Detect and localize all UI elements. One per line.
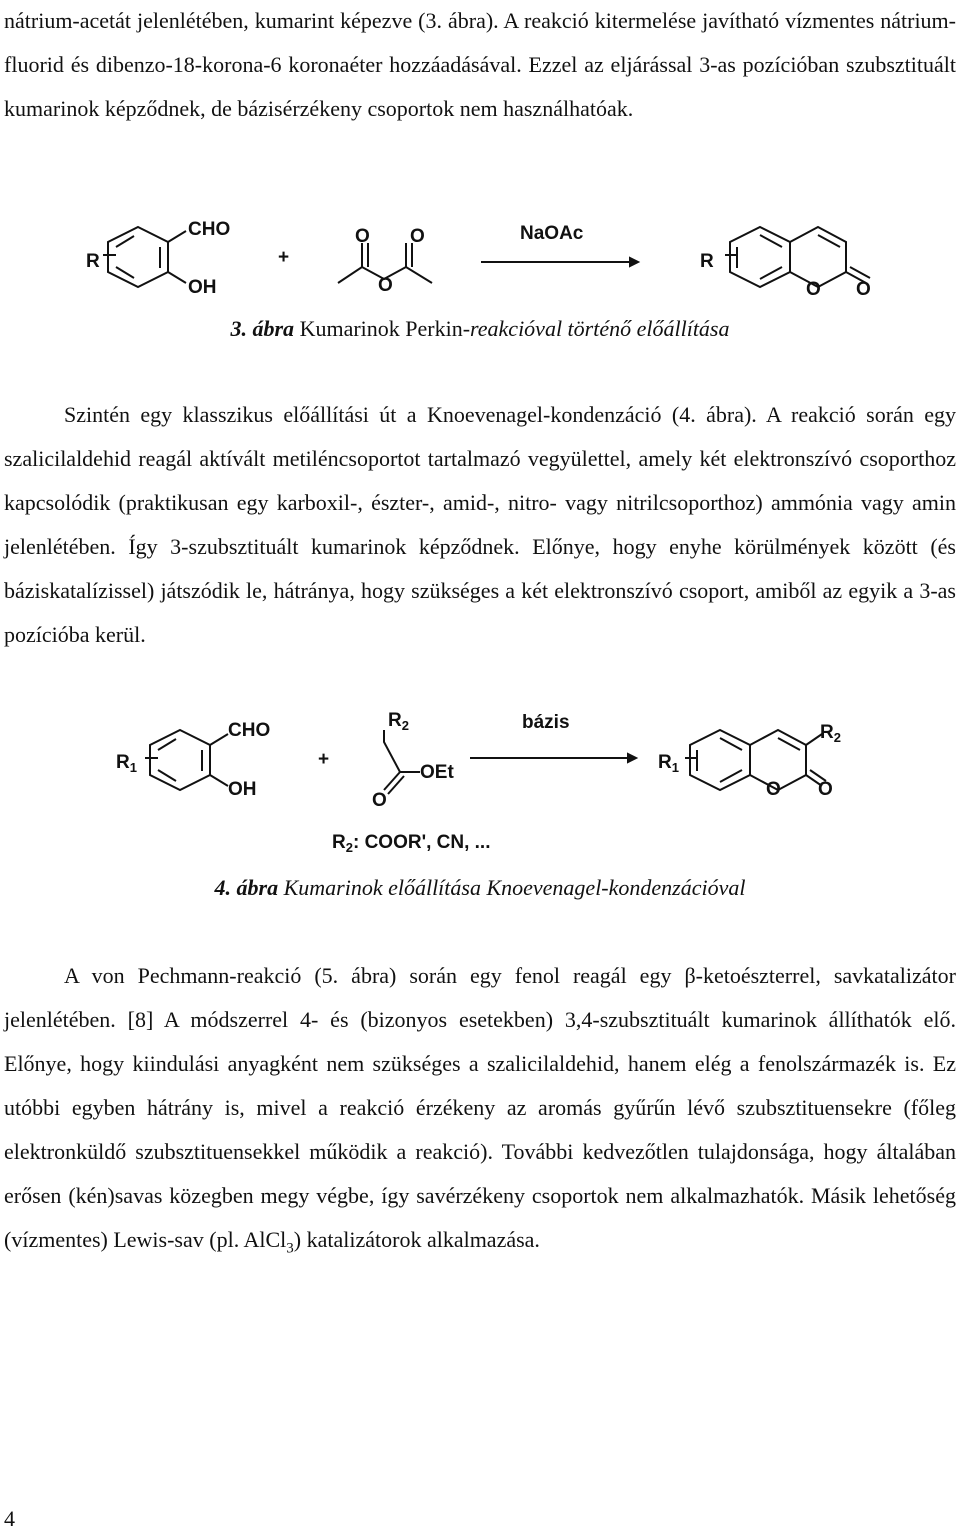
o-label: O: [806, 279, 821, 300]
figure-label: 4. ábra: [214, 875, 279, 900]
reagent-label: bázis: [522, 712, 570, 733]
r2-label: $R_2$: [388, 710, 409, 733]
paragraph-perkin-intro: nátrium-acetát jelenlétében, kumarint képezve (3. ábra). A reakció kitermelése javítható vízmentes nátrium-fluorid és dibenzo-18-korona-6 koronaéter hozzáadásával. Ezzel az eljárással 3-as pozícióban szubsztituált kumarinok képződnek, de bázisérzékeny csoportok nem használhatóak.: [4, 8, 956, 121]
o-label: O: [818, 779, 833, 800]
cho-label: CHO: [188, 219, 231, 240]
r-label: R: [700, 251, 714, 272]
r2-definition: $R_2$: COOR', CN, ...: [332, 832, 491, 855]
paragraph-knoevenagel: Szintén egy klasszikus előállítási út a Knoevenagel-kondenzáció (4. ábra). A reakció során egy szalicilaldehid reagál aktívált metiléncsoportot tartalmazó vegyülettel, amely két elektronszívó csoporthoz kapcsolódik (praktikusan egy karboxil-, észter-, amid-, nitro- vagy nitrilcsoporthoz) ammónia vagy amin jelenlétében. Így 3-szubsztituált kumarinok képződnek. Előnye, hogy enyhe körülmények között (és báziskatalízissel) játszódik le, hátránya, hogy szükséges a két elektronszívó csoport, amiből az egyik a 3-as pozícióba kerül.: [4, 402, 956, 647]
oh-label: OH: [228, 779, 257, 800]
page-number: 4: [4, 1506, 15, 1531]
caption-text: reakcióval történő előállítása: [470, 316, 730, 341]
figure-label: 3. ábra: [230, 316, 295, 341]
o-label: O: [410, 226, 425, 247]
o-label: O: [766, 779, 781, 800]
plus-sign: +: [278, 247, 290, 268]
oh-label: OH: [188, 277, 217, 298]
r1-label: $R_1$: [658, 752, 679, 775]
cho-label: CHO: [228, 720, 271, 741]
figure-3-caption: [0, 314, 960, 344]
o-label: O: [856, 279, 871, 300]
r-label: R: [86, 251, 100, 272]
perkin-reaction-scheme: [0, 205, 960, 305]
oet-label: OEt: [420, 762, 454, 783]
r2-label: $R_2$: [820, 722, 841, 745]
caption-text: Kumarinok Perkin-: [294, 316, 471, 341]
plus-sign: +: [318, 749, 330, 770]
knoevenagel-reaction-scheme: [0, 700, 960, 860]
o-label: O: [378, 275, 393, 296]
o-label: O: [355, 226, 370, 247]
figure-4-caption: [0, 873, 960, 903]
arrow-head: [628, 754, 636, 762]
o-label: O: [372, 790, 387, 811]
arrow-head: [630, 258, 638, 266]
reagent-label: NaOAc: [520, 223, 584, 244]
caption-text: Kumarinok előállítása Knoevenagel-kondenzációval: [278, 875, 746, 900]
r1-label: $R_1$: [116, 752, 137, 775]
paragraph-pechmann: A von Pechmann-reakció (5. ábra) során egy fenol reagál egy β-ketoészterrel, savkatalizátor jelenlétében. [8] A módszerrel 4- és (bizonyos esetekben) 3,4-szubsztituált kumarinok állíthatók elő. Előnye, hogy kiindulási anyagként nem szükséges a szalicilaldehid, hanem elég a fenolszármazék is. Ez utóbbi egyben hátrány is, mivel a reakció érzékeny az aromás gyűrűn lévő szubsztituensekre (főleg elektronküldő szubsztituensekkel működik a reakció). További kedvezőtlen tulajdonsága, hogy általában erősen (kén)savas közegben megy végbe, így savérzékeny csoportok nem alkalmazhatók. Másik lehetőség (vízmentes) Lewis-sav (pl. AlCl$_3$) katalizátorok alkalmazása.: [4, 963, 956, 1257]
